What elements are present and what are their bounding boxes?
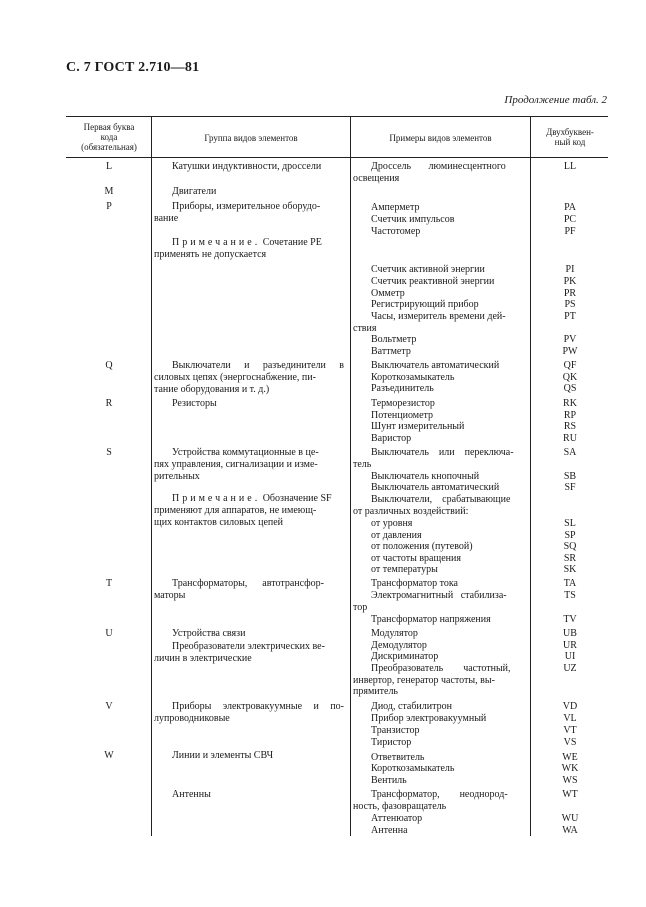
example-cell: Выключатель автоматический <box>371 482 500 493</box>
example-cell: Счетчик активной энергии <box>371 264 485 275</box>
code-cell: RP <box>563 410 577 421</box>
code-cell: SA <box>563 447 577 458</box>
example-cell: Выключатель автоматический <box>371 360 500 371</box>
example-cell: Демодулятор <box>371 640 427 651</box>
letter-cell: M <box>104 186 114 197</box>
example-cell: Электромагнитный стабилиза- <box>371 590 507 601</box>
code-cell: SR <box>563 553 577 564</box>
letter-cell: U <box>105 628 113 639</box>
code-cell: WS <box>562 775 578 786</box>
example-cell: Транзистор <box>371 725 420 736</box>
table-top-rule <box>66 116 608 117</box>
group-cell: Катушки индуктивности, дроссели <box>172 161 322 172</box>
example-cell: Счетчик импульсов <box>371 214 455 225</box>
example-cell: Счетчик реактивной энергии <box>371 276 495 287</box>
note-text: Сочетание PE <box>260 237 322 248</box>
note-label: Примечание. <box>172 237 261 248</box>
letter-cell: S <box>106 447 112 458</box>
example-cell: от уровня <box>371 518 413 529</box>
code-cell: PV <box>563 334 577 345</box>
code-cell: TS <box>564 590 576 601</box>
code-cell: QS <box>563 383 577 394</box>
example-cell: от давления <box>371 530 422 541</box>
group-cell: силовых цепях (энергоснабжение, пи- <box>154 372 316 383</box>
code-cell: RU <box>563 433 577 444</box>
code-cell: PA <box>564 202 576 213</box>
group-cell: рительных <box>154 471 200 482</box>
code-cell: WE <box>562 752 578 763</box>
group-cell: Устройства коммутационные в це- <box>172 447 319 458</box>
code-cell: VT <box>563 725 577 736</box>
example-cell: ствия <box>353 323 377 334</box>
code-cell: RK <box>563 398 577 409</box>
example-cell: Дроссель люминесцентного <box>371 161 506 172</box>
example-cell: прямитель <box>353 686 398 697</box>
code-cell: VL <box>563 713 577 724</box>
group-note <box>172 493 332 505</box>
group-cell: тание оборудования и т. д.) <box>154 384 270 395</box>
code-cell: PI <box>565 264 575 275</box>
code-cell: VS <box>563 737 577 748</box>
example-cell: Разъединитель <box>371 383 434 394</box>
letter-cell: Q <box>105 360 113 371</box>
code-cell: PK <box>563 276 577 287</box>
page-reference: С. 7 ГОСТ 2.710—81 <box>66 60 200 75</box>
code-cell: SK <box>563 564 577 575</box>
example-cell: Ответвитель <box>371 752 425 763</box>
code-cell: QF <box>563 360 577 371</box>
code-cell: LL <box>563 161 577 172</box>
note-text: Обозначение SF <box>260 493 332 504</box>
group-cell: лупроводниковые <box>154 713 230 724</box>
col-header-examples: Примеры видов элементов <box>389 133 492 143</box>
group-cell: Преобразователи электрических ве- <box>172 641 325 652</box>
example-cell: Вольтметр <box>371 334 417 345</box>
code-cell: SF <box>564 482 576 493</box>
code-cell: UR <box>563 640 577 651</box>
example-cell: Прибор электровакуумный <box>371 713 487 724</box>
example-cell: Часы, измеритель времени дей- <box>371 311 506 322</box>
code-cell: WA <box>562 825 578 836</box>
example-cell: от температуры <box>371 564 438 575</box>
example-cell: освещения <box>353 173 400 184</box>
code-cell: SP <box>564 530 576 541</box>
col-header-first-letter: Первая буква кода (обязательная) <box>81 122 137 152</box>
code-cell: UI <box>564 651 576 662</box>
group-note: применять не допускается <box>154 249 267 260</box>
example-cell: Преобразователь частотный, <box>371 663 511 674</box>
code-cell: PR <box>563 288 577 299</box>
code-cell: SQ <box>563 541 577 552</box>
code-cell: PW <box>562 346 578 357</box>
example-cell: Аттенюатор <box>371 813 423 824</box>
letter-cell: W <box>104 750 114 761</box>
example-cell: Дискриминатор <box>371 651 439 662</box>
example-cell: Трансформатор, неоднород- <box>371 789 508 800</box>
code-cell: TV <box>563 614 577 625</box>
group-note <box>172 237 322 249</box>
col-header-code: Двухбуквен- ный код <box>546 127 594 147</box>
example-cell: Ваттметр <box>371 346 411 357</box>
code-cell: SB <box>563 471 577 482</box>
group-cell: Антенны <box>172 789 211 800</box>
example-cell: Шунт измерительный <box>371 421 465 432</box>
group-cell: маторы <box>154 590 186 601</box>
group-cell: Трансформаторы, автотрансфор- <box>172 578 324 589</box>
group-cell: Двигатели <box>172 186 217 197</box>
code-cell: UZ <box>563 663 577 674</box>
example-cell: Короткозамыкатель <box>371 372 455 383</box>
example-cell: Выключатель кнопочный <box>371 471 480 482</box>
code-cell: RS <box>563 421 577 432</box>
example-cell: Модулятор <box>371 628 418 639</box>
example-cell: Трансформатор тока <box>371 578 458 589</box>
example-cell: Трансформатор напряжения <box>371 614 491 625</box>
example-cell: тель <box>353 459 372 470</box>
code-cell: WK <box>561 763 579 774</box>
example-cell: Терморезистор <box>371 398 435 409</box>
continuation-label: Продолжение табл. 2 <box>504 94 607 106</box>
code-cell: PT <box>564 311 576 322</box>
example-cell: Амперметр <box>371 202 420 213</box>
example-cell: Тиристор <box>371 737 412 748</box>
group-cell: Линии и элементы СВЧ <box>172 750 274 761</box>
column-divider-2 <box>350 116 351 836</box>
table-header-rule <box>66 157 608 158</box>
group-cell: Резисторы <box>172 398 217 409</box>
letter-cell: R <box>105 398 113 409</box>
group-note: щих контактов силовых цепей <box>154 517 284 528</box>
example-cell: тор <box>353 602 368 613</box>
example-cell: Вентиль <box>371 775 407 786</box>
example-cell: Выключатель или переключа- <box>371 447 514 458</box>
group-cell: Приборы электровакуумные и по- <box>172 701 344 712</box>
code-cell: WU <box>561 813 579 824</box>
example-cell: Антенна <box>371 825 408 836</box>
example-cell: инвертор, генератор частоты, вы- <box>353 675 495 686</box>
letter-cell: P <box>106 201 112 212</box>
example-cell: Варистор <box>371 433 412 444</box>
group-cell: личин в электрические <box>154 653 252 664</box>
code-cell: QK <box>562 372 578 383</box>
letter-cell: T <box>105 578 113 589</box>
code-cell: WT <box>562 789 578 800</box>
example-cell: от частоты вращения <box>371 553 461 564</box>
example-cell: от положения (путевой) <box>371 541 473 552</box>
example-cell: Короткозамыкатель <box>371 763 455 774</box>
group-cell: вание <box>154 213 179 224</box>
group-cell: Приборы, измерительное оборудо- <box>172 201 321 212</box>
code-cell: TA <box>563 578 577 589</box>
code-cell: SL <box>564 518 576 529</box>
column-divider-1 <box>151 116 152 836</box>
code-cell: UB <box>563 628 577 639</box>
letter-cell: V <box>105 701 113 712</box>
code-cell: VD <box>562 701 578 712</box>
example-cell: Диод, стабилитрон <box>371 701 452 712</box>
code-cell: PF <box>564 226 576 237</box>
code-cell: PS <box>564 299 576 310</box>
note-label: Примечание. <box>172 493 261 504</box>
code-cell: PC <box>563 214 577 225</box>
example-cell: Выключатели, срабатывающие <box>371 494 511 505</box>
group-cell: Выключатели и разъединители в <box>172 360 344 371</box>
group-note: применяют для аппаратов, не имеющ- <box>154 505 317 516</box>
example-cell: Частотомер <box>371 226 421 237</box>
example-cell: Регистрирующий прибор <box>371 299 479 310</box>
col-header-group: Группа видов элементов <box>204 133 298 143</box>
example-cell: Потенциометр <box>371 410 434 421</box>
group-cell: Устройства связи <box>172 628 246 639</box>
example-cell: от различных воздействий: <box>353 506 469 517</box>
letter-cell: L <box>105 161 113 172</box>
example-cell: Омметр <box>371 288 405 299</box>
group-cell: пях управления, сигнализации и изме- <box>154 459 318 470</box>
example-cell: ность, фазовращатель <box>353 801 447 812</box>
